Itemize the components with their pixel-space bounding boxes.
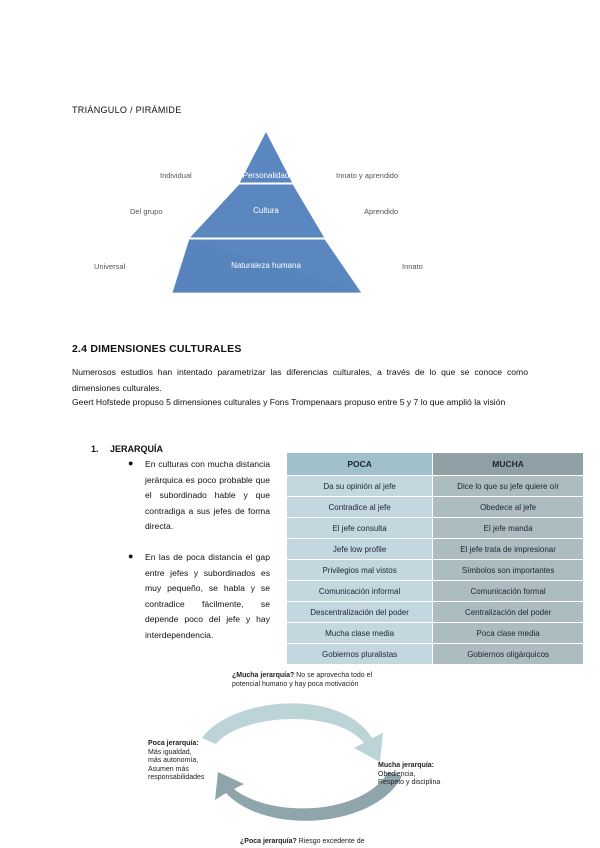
- bullet-2: En las de poca distancia el gap entre jefes y subordinados es muy pequeño, se habla y se contradice fácilmente, se depende poco del jefe y hay interdependencia.: [145, 552, 270, 640]
- bullet-1: En culturas con mucha distancia jerárquica es poco probable que el subordinado hable y que contradiga a sus jefes de forma directa.: [145, 459, 270, 531]
- pyramid-level-2: Cultura: [253, 206, 279, 215]
- pyramid-diagram: [72, 125, 452, 295]
- cycle-bottom-arrow: [215, 772, 402, 821]
- cycle-top-arrow: [202, 703, 383, 762]
- cell-mucha: Poca clase media: [433, 623, 583, 644]
- table-header-poca: POCA: [287, 453, 433, 476]
- table-row: [287, 518, 583, 539]
- cell-mucha: Centralización del poder: [433, 602, 583, 623]
- cell-mucha: Dice lo que su jefe quiere oír: [433, 476, 583, 497]
- table-row: [287, 497, 583, 518]
- jerarquia-table: [287, 453, 583, 664]
- cell-poca: Gobiernos pluralistas: [287, 644, 433, 665]
- pyramid-right-label-3: Innato: [402, 262, 423, 271]
- table-row: [287, 539, 583, 560]
- heading-number: 1.: [91, 444, 99, 454]
- cell-mucha: Obedece al jefe: [433, 497, 583, 518]
- table-row: [287, 602, 583, 623]
- cell-mucha: Símbolos son importantes: [433, 560, 583, 581]
- section-title: 2.4 DIMENSIONES CULTURALES: [72, 343, 242, 355]
- cell-poca: Privilegios mal vistos: [287, 560, 433, 581]
- pyramid-left-label-3: Universal: [94, 262, 126, 271]
- cell-mucha: Gobiernos oligárquicos: [433, 644, 583, 665]
- pyramid-left-label-2: Del grupo: [130, 207, 163, 216]
- cell-mucha: El jefe manda: [433, 518, 583, 539]
- cycle-right-text: Mucha jerarquía: Obediencia, Respeto y disciplina: [378, 762, 441, 786]
- pyramid-right-label-2: Aprendido: [364, 207, 399, 216]
- cell-mucha: Comunicación formal: [433, 581, 583, 602]
- cell-poca: Jefe low profile: [287, 539, 433, 560]
- triangle-title: TRIÁNGULO / PIRÁMIDE: [72, 105, 182, 115]
- cell-poca: Contradice al jefe: [287, 497, 433, 518]
- table-row: [287, 623, 583, 644]
- cycle-top-text: ¿Mucha jerarquía? No se aprovecha todo el potencial humano y hay poca motivación: [232, 672, 373, 688]
- bullet-icon: ●: [128, 458, 134, 468]
- table-row: [287, 560, 583, 581]
- paragraph-1: Numerosos estudios han intentado parametrizar las diferencias culturales, a través de lo que se conoce como dimensiones culturales.: [72, 367, 528, 393]
- cell-poca: Da su opinión al jefe: [287, 476, 433, 497]
- cell-poca: Comunicación informal: [287, 581, 433, 602]
- table-row: [287, 476, 583, 497]
- cell-poca: Descentralización del poder: [287, 602, 433, 623]
- paragraph-2: Geert Hofstede propuso 5 dimensiones culturales y Fons Trompenaars propuso entre 5 y 7 lo que amplió la visión: [72, 397, 506, 407]
- cell-mucha: El jefe trata de impresionar: [433, 539, 583, 560]
- pyramid-level-3: Naturaleza humana: [231, 261, 301, 270]
- cell-poca: El jefe consulta: [287, 518, 433, 539]
- table-header-mucha: MUCHA: [433, 453, 583, 476]
- table-row: [287, 581, 583, 602]
- bullet-icon: ●: [128, 551, 134, 561]
- pyramid-right-label-1: Innato y aprendido: [336, 171, 399, 180]
- table-row: [287, 644, 583, 665]
- heading-jerarquia: JERARQUÍA: [110, 444, 164, 454]
- cycle-left-text: Poca jerarquía: Más igualdad, más autonomía, Asumen más responsabilidades: [148, 740, 205, 781]
- pyramid-level-1: Personalidad: [242, 171, 290, 180]
- cycle-bottom-text: ¿Poca jerarquía? Riesgo excedente de: [240, 838, 365, 845]
- pyramid-left-label-1: Individual: [160, 171, 192, 180]
- cell-poca: Mucha clase media: [287, 623, 433, 644]
